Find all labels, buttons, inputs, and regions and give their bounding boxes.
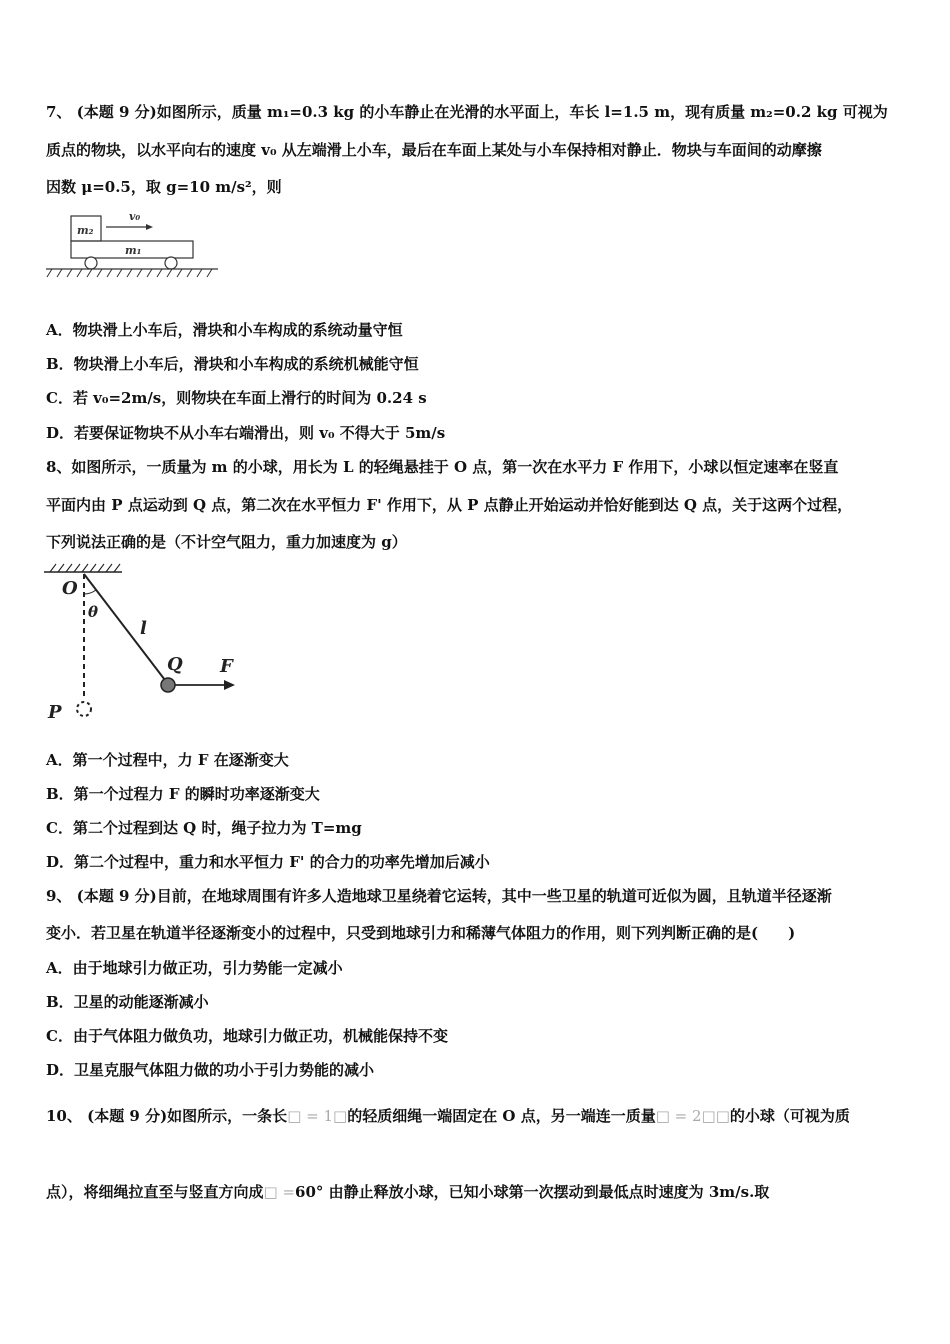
- q7-option-c: C．若 v₀=2m/s，则物块在车面上滑行的时间为 0.24 s: [46, 389, 427, 407]
- q9-option-c: C．由于气体阻力做负功，地球引力做正功，机械能保持不变: [46, 1027, 448, 1045]
- q10-line-2: [46, 1182, 769, 1202]
- q10-formula-angle: □ =: [263, 1183, 296, 1201]
- label-p: P: [48, 702, 62, 723]
- q10-text-1: 10、 (本题 9 分)如图所示，一条长: [46, 1107, 288, 1125]
- q9-line-1: 9、 (本题 9 分)目前，在地球周围有许多人造地球卫星绕着它运转，其中一些卫星的轨道可近似为圆，且轨道半径逐渐: [46, 887, 832, 905]
- q7-option-b: B．物块滑上小车后，滑块和小车构成的系统机械能守恒: [46, 355, 419, 373]
- ball-p-dashed: [77, 702, 91, 716]
- label-m1: m₁: [125, 244, 142, 257]
- q8-line-3: 下列说法正确的是（不计空气阻力，重力加速度为 g）: [46, 533, 407, 551]
- q8-option-d: D．第二个过程中，重力和水平恒力 F' 的合力的功率先增加后减小: [46, 853, 490, 871]
- q8-option-a: A．第一个过程中，力 F 在逐渐变大: [46, 751, 289, 769]
- q10-text-4: 点），将细绳拉直至与竖直方向成: [46, 1183, 264, 1201]
- q7-line-1: 7、 (本题 9 分)如图所示，质量 m₁=0.3 kg 的小车静止在光滑的水平面上，车长 l=1.5 m，现有质量 m₂=0.2 kg 可视为: [46, 103, 888, 121]
- q10-formula-length: □ = 1□: [287, 1107, 348, 1125]
- label-theta: θ: [88, 603, 99, 621]
- q9-line-2: 变小．若卫星在轨道半径逐渐变小的过程中，只受到地球引力和稀薄气体阻力的作用，则下列判断正确的是( ): [46, 924, 796, 942]
- q7-option-d: D．若要保证物块不从小车右端滑出，则 v₀ 不得大于 5m/s: [46, 424, 446, 442]
- q8-pendulum-figure: [44, 562, 244, 727]
- wheel-left: [85, 257, 97, 269]
- q7-line-2: 质点的物块，以水平向右的速度 v₀ 从左端滑上小车，最后在车面上某处与小车保持相对静止．物块与车面间的动摩擦: [46, 141, 822, 159]
- q10-line-1: [46, 1106, 850, 1126]
- q10-text-5: 60° 由静止释放小球，已知小球第一次摆动到最低点时速度为 3m/s.取: [295, 1183, 770, 1201]
- q9-option-b: B．卫星的动能逐渐减小: [46, 993, 209, 1011]
- q9-option-a: A．由于地球引力做正功，引力势能一定减小: [46, 959, 343, 977]
- label-f: F: [220, 656, 233, 677]
- q8-option-b: B．第一个过程力 F 的瞬时功率逐渐变大: [46, 785, 320, 803]
- rope-line: [84, 574, 168, 684]
- force-arrowhead: [224, 680, 235, 690]
- label-m2: m₂: [77, 224, 94, 237]
- angle-arc: [84, 590, 96, 594]
- label-l: l: [140, 618, 147, 639]
- q8-line-2: 平面内由 P 点运动到 Q 点，第二次在水平恒力 F' 作用下，从 P 点静止开始运动并恰好能到达 Q 点，关于这两个过程，: [46, 496, 853, 514]
- q7-option-a: A．物块滑上小车后，滑块和小车构成的系统动量守恒: [46, 321, 403, 339]
- q10-formula-mass: □ = 2□□: [655, 1107, 730, 1125]
- q9-option-d: D．卫星克服气体阻力做的功小于引力势能的减小: [46, 1061, 375, 1079]
- q10-text-3: 的小球（可视为质: [729, 1107, 850, 1125]
- ball-q: [161, 678, 175, 692]
- velocity-arrowhead: [146, 224, 153, 230]
- q7-line-3: 因数 μ=0.5，取 g=10 m/s²，则: [46, 178, 282, 196]
- label-q: Q: [167, 654, 183, 675]
- label-v0: v₀: [129, 210, 141, 223]
- q8-line-1: 8、如图所示，一质量为 m 的小球，用长为 L 的轻绳悬挂于 O 点，第一次在水平力 F 作用下，小球以恒定速率在竖直: [46, 458, 839, 476]
- label-o: O: [62, 578, 78, 599]
- ground-hatch: [47, 269, 212, 277]
- q7-cart-figure: [46, 205, 226, 281]
- q10-text-2: 的轻质细绳一端固定在 O 点，另一端连一质量: [347, 1107, 656, 1125]
- ceiling-hatch: [50, 564, 120, 572]
- wheel-right: [165, 257, 177, 269]
- q8-option-c: C．第二个过程到达 Q 时，绳子拉力为 T=mg: [46, 819, 362, 837]
